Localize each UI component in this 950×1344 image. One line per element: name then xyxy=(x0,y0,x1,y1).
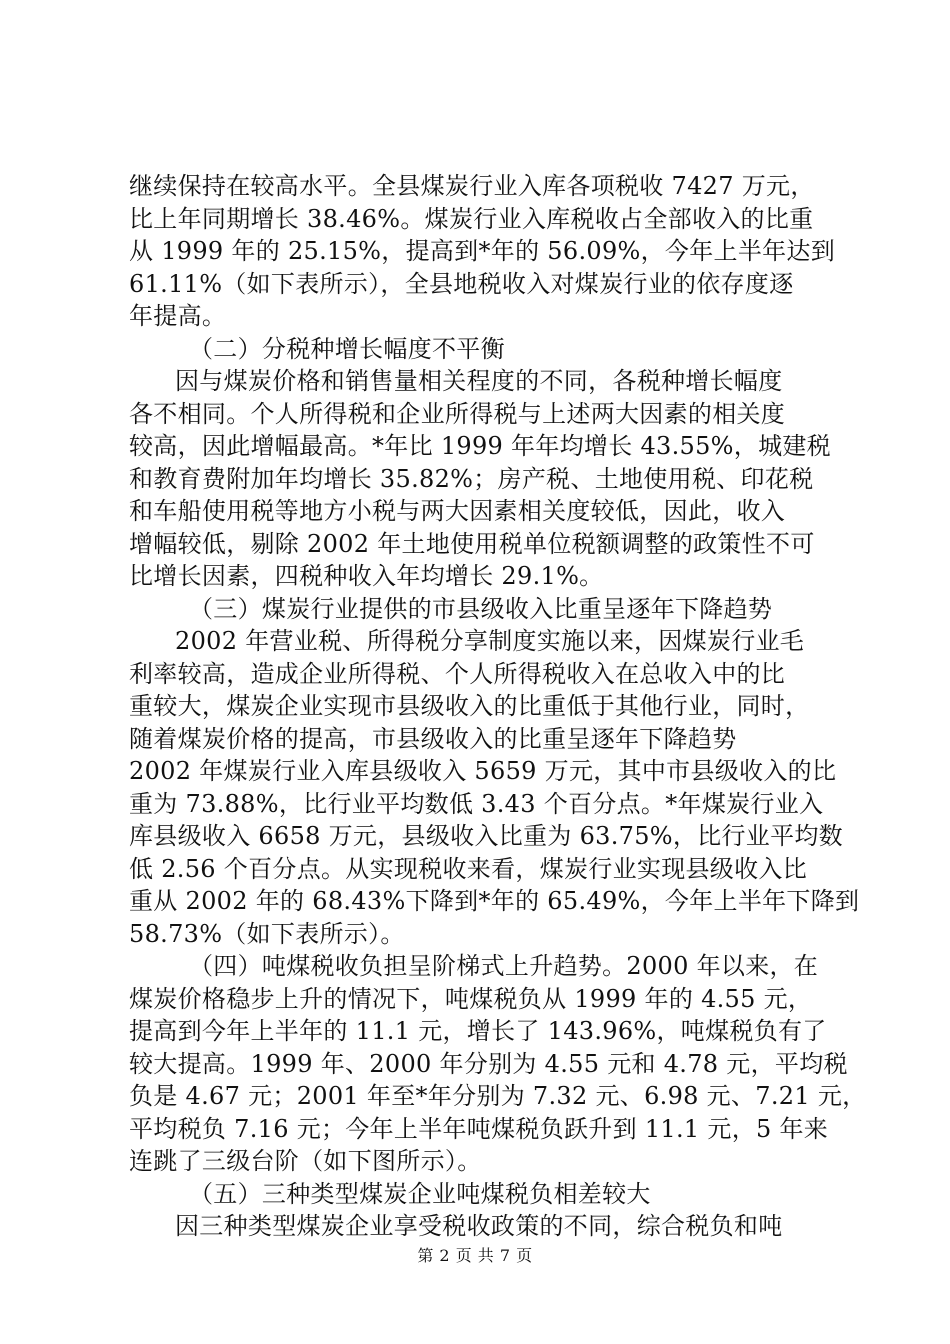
text-line: （五）三种类型煤炭企业吨煤税负相差较大 xyxy=(189,1179,651,1208)
text-line: 继续保持在较高水平。全县煤炭行业入库各项税收 7427 万元， xyxy=(129,172,815,200)
text-line: （二）分税种增长幅度不平衡 xyxy=(189,334,505,363)
text-line: 提高到今年上半年的 11.1 元，增长了 143.96%，吨煤税负有了 xyxy=(129,1017,827,1045)
text-line: 随着煤炭价格的提高，市县级收入的比重呈逐年下降趋势 xyxy=(129,724,737,753)
document-body xyxy=(129,170,867,1243)
text-line: 年提高。 xyxy=(129,302,227,330)
text-line: 和教育费附加年均增长 35.82%；房产税、土地使用税、印花税 xyxy=(129,464,814,493)
text-line: 重为 73.88%，比行业平均数低 3.43 个百分点。*年煤炭行业入 xyxy=(129,789,824,818)
text-line: 从 1999 年的 25.15%，提高到*年的 56.09%，今年上半年达到 xyxy=(129,237,836,265)
text-line: 各不相同。个人所得税和企业所得税与上述两大因素的相关度 xyxy=(129,399,786,428)
text-line: 因三种类型煤炭企业享受税收政策的不同，综合税负和吨 xyxy=(175,1212,783,1240)
text-line: 比上年同期增长 38.46%。煤炭行业入库税收占全部收入的比重 xyxy=(129,204,814,233)
text-line: 58.73%（如下表所示）。 xyxy=(129,919,405,948)
text-line: 连跳了三级台阶（如下图所示）。 xyxy=(129,1147,482,1175)
text-line: 2002 年煤炭行业入库县级收入 5659 万元，其中市县级收入的比 xyxy=(129,757,837,785)
text-line: 重从 2002 年的 68.43%下降到*年的 65.49%，今年上半年下降到 xyxy=(129,887,860,915)
text-line: 煤炭价格稳步上升的情况下，吨煤税负从 1999 年的 4.55 元， xyxy=(129,984,813,1013)
text-line: 比增长因素，四税种收入年均增长 29.1%。 xyxy=(129,562,604,590)
text-line: 平均税负 7.16 元；今年上半年吨煤税负跃升到 11.1 元，5 年来 xyxy=(129,1114,829,1143)
text-line: 利率较高，造成企业所得税、个人所得税收入在总收入中的比 xyxy=(129,659,786,688)
text-line: 增幅较低，剔除 2002 年土地使用税单位税额调整的政策性不可 xyxy=(129,529,815,558)
text-line: 重较大，煤炭企业实现市县级收入的比重低于其他行业，同时， xyxy=(129,692,810,720)
page-footer: 第 2 页 共 7 页 xyxy=(417,1246,533,1265)
text-line: 库县级收入 6658 万元，县级收入比重为 63.75%，比行业平均数 xyxy=(129,822,843,850)
text-line: 低 2.56 个百分点。从实现税收来看，煤炭行业实现县级收入比 xyxy=(129,854,807,883)
text-line: 较大提高。1999 年、2000 年分别为 4.55 元和 4.78 元，平均税 xyxy=(129,1049,848,1078)
text-line: 因与煤炭价格和销售量相关程度的不同，各税种增长幅度 xyxy=(175,367,783,395)
text-line: 2002 年营业税、所得税分享制度实施以来，因煤炭行业毛 xyxy=(175,627,805,655)
text-line: （三）煤炭行业提供的市县级收入比重呈逐年下降趋势 xyxy=(189,594,773,623)
text-line: 和车船使用税等地方小税与两大因素相关度较低，因此，收入 xyxy=(129,497,786,525)
text-line: 较高，因此增幅最高。*年比 1999 年年均增长 43.55%，城建税 xyxy=(129,432,831,460)
text-line: （四）吨煤税收负担呈阶梯式上升趋势。2000 年以来，在 xyxy=(189,952,819,980)
text-line: 负是 4.67 元；2001 年至*年分别为 7.32 元、6.98 元、7.21 元， xyxy=(129,1082,867,1110)
text-line: 61.11%（如下表所示），全县地税收入对煤炭行业的依存度逐 xyxy=(129,269,794,298)
